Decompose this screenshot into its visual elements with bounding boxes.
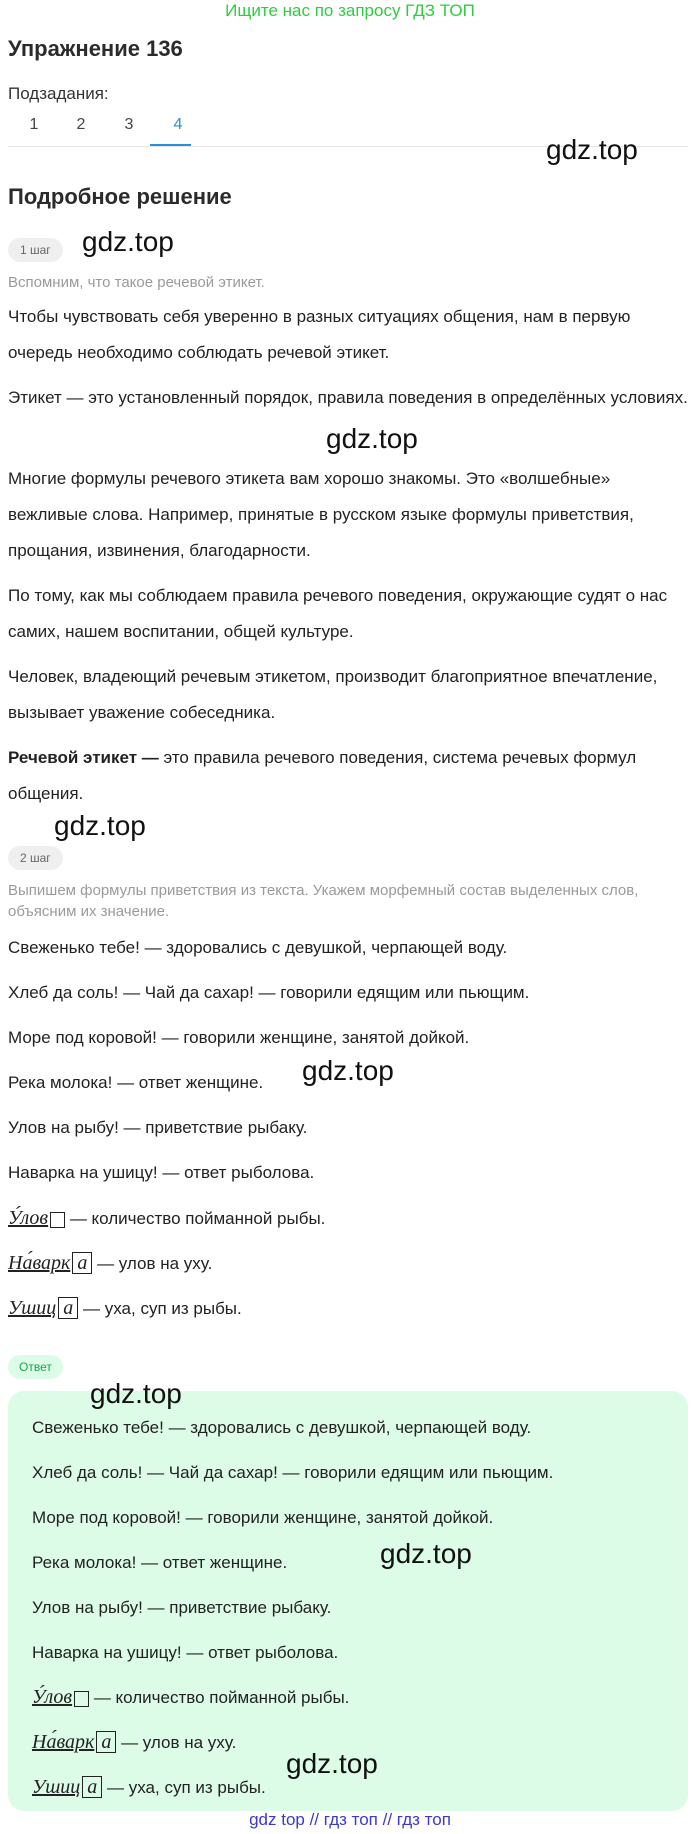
morpheme-line <box>8 1200 688 1237</box>
step-hint: Выпишем формулы приветствия из текста. Укажем морфемный состав выделенных слов, объясним их значение. <box>8 882 639 920</box>
section-title: Подробное решение <box>8 184 232 209</box>
answer-line: Река молока! — ответ женщине. <box>32 1553 288 1572</box>
step-badge: 2 шаг <box>8 846 63 870</box>
morpheme-meaning: — улов на уху. <box>92 1254 213 1273</box>
paragraph: Этикет — это установленный порядок, правила поведения в определённых условиях. <box>8 388 688 407</box>
ending-box: а <box>82 1776 102 1798</box>
watermark: gdz.top <box>286 1748 378 1779</box>
tab-1[interactable]: 1 <box>29 116 39 133</box>
answer-line: Свеженько тебе! — здоровались с девушкой, черпающей воду. <box>32 1418 532 1437</box>
text-line: Свеженько тебе! — здоровались с девушкой, черпающей воду. <box>8 938 508 957</box>
text-line: Море под коровой! — говорили женщине, занятой дойкой. <box>8 1028 470 1047</box>
morpheme-meaning: — уха, суп из рыбы. <box>78 1299 242 1318</box>
paragraph: Чтобы чувствовать себя уверенно в разных ситуациях общения, нам в первую очередь необходимо соблюдать речевой этикет. <box>8 307 631 362</box>
paragraph: Человек, владеющий речевым этикетом, производит благоприятное впечатление, вызывает уважение собеседника. <box>8 667 658 722</box>
term-bold: Речевой этикет — <box>8 748 159 767</box>
watermark: gdz.top <box>546 134 638 165</box>
answer-morpheme-line <box>32 1686 672 1709</box>
text-line: Наварка на ушицу! — ответ рыболова. <box>8 1163 315 1182</box>
watermark: gdz.top <box>302 1055 394 1086</box>
tab-3[interactable]: 3 <box>124 116 134 133</box>
paragraph: Многие формулы речевого этикета вам хорошо знакомы. Это «волшебные» вежливые слова. Например, принятые в русском языке формулы приветствия, прощания, извинения, благодарности. <box>8 469 634 560</box>
answer-line: Море под коровой! — говорили женщине, занятой дойкой. <box>32 1508 494 1527</box>
term-definition: это правила речевого поведения, система речевых формул общения. <box>8 748 637 803</box>
morpheme-meaning: — количество пойманной рыбы. <box>65 1209 326 1228</box>
morpheme-word: Ушиц <box>32 1776 81 1798</box>
paragraph <box>8 740 688 812</box>
morpheme-meaning: — количество пойманной рыбы. <box>89 1688 350 1707</box>
watermark: gdz.top <box>380 1538 472 1569</box>
morpheme-word: На́варк <box>8 1252 71 1274</box>
ending-box: а <box>96 1731 116 1753</box>
search-banner: Ищите нас по запросу ГДЗ ТОП <box>225 1 475 20</box>
tab-4[interactable]: 4 <box>173 116 183 133</box>
answer-line: Хлеб да соль! — Чай да сахар! — говорили едящим или пьющим. <box>32 1463 554 1482</box>
subtasks-label: Подзадания: <box>8 84 109 103</box>
text-line: Улов на рыбу! — приветствие рыбаку. <box>8 1118 308 1137</box>
page-title: Упражнение 136 <box>8 36 183 61</box>
footer-links[interactable]: gdz top // гдз топ // гдз топ <box>249 1810 451 1829</box>
zero-ending-box <box>74 1691 89 1707</box>
morpheme-meaning: — уха, суп из рыбы. <box>102 1778 266 1797</box>
watermark: gdz.top <box>82 226 174 257</box>
active-tab-indicator <box>150 144 191 146</box>
ending-box: а <box>58 1297 78 1319</box>
text-line: Река молока! — ответ женщине. <box>8 1073 264 1092</box>
answer-line: Наварка на ушицу! — ответ рыболова. <box>32 1643 339 1662</box>
answer-line: Улов на рыбу! — приветствие рыбаку. <box>32 1598 332 1617</box>
morpheme-word: У́лов <box>8 1207 49 1229</box>
morpheme-line <box>8 1290 688 1327</box>
tab-2[interactable]: 2 <box>76 116 86 133</box>
paragraph: По тому, как мы соблюдаем правила речевого поведения, окружающие судят о нас самих, нашем воспитании, общей культуре. <box>8 586 668 641</box>
morpheme-word: На́варк <box>32 1731 95 1753</box>
morpheme-line <box>8 1245 688 1282</box>
step-badge: 1 шаг <box>8 238 63 262</box>
morpheme-word: У́лов <box>32 1686 73 1708</box>
text-line: Хлеб да соль! — Чай да сахар! — говорили едящим или пьющим. <box>8 983 530 1002</box>
zero-ending-box <box>50 1212 65 1228</box>
answer-morpheme-line <box>32 1776 672 1799</box>
answer-badge: Ответ <box>8 1355 63 1379</box>
ending-box: а <box>72 1252 92 1274</box>
watermark: gdz.top <box>90 1378 182 1409</box>
watermark: gdz.top <box>326 423 418 454</box>
morpheme-meaning: — улов на уху. <box>116 1733 237 1752</box>
step-hint: Вспомним, что такое речевой этикет. <box>8 274 265 291</box>
watermark: gdz.top <box>54 810 146 841</box>
morpheme-word: Ушиц <box>8 1297 57 1319</box>
